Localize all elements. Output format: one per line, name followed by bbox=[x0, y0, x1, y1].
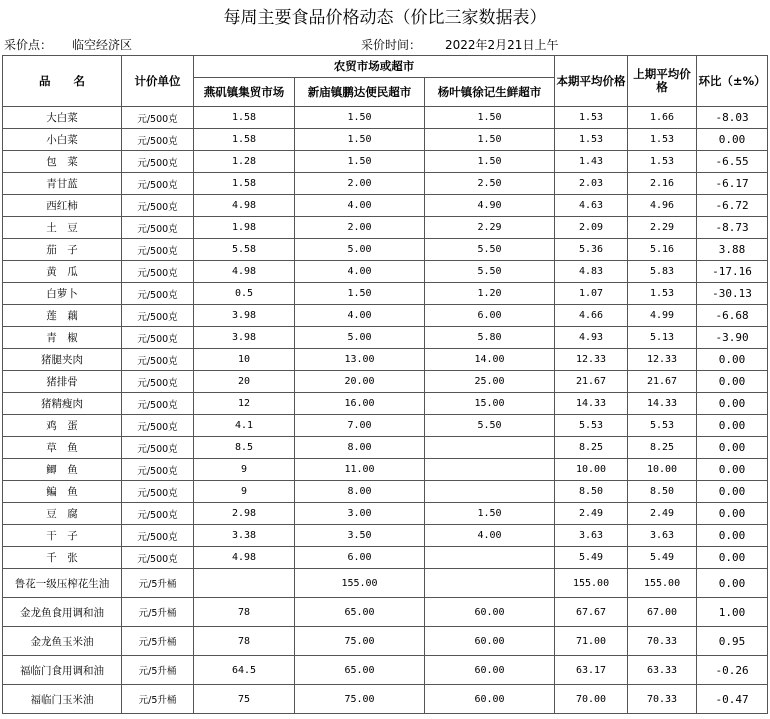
change-pct-cell: 0.00 bbox=[697, 349, 768, 371]
item-name-cell: 金龙鱼玉米油 bbox=[3, 627, 122, 656]
change-pct-cell: -6.55 bbox=[697, 151, 768, 173]
table-row bbox=[3, 547, 768, 569]
table-row bbox=[3, 173, 768, 195]
table-row bbox=[3, 349, 768, 371]
item-name-cell: 西红柿 bbox=[3, 195, 122, 217]
unit-cell: 元/500克 bbox=[122, 195, 194, 217]
market-1-price-cell: 10 bbox=[194, 349, 295, 371]
current-avg-cell: 1.53 bbox=[555, 107, 628, 129]
change-pct-cell: 0.00 bbox=[697, 415, 768, 437]
market-2-price-cell: 11.00 bbox=[295, 459, 425, 481]
current-avg-cell: 4.93 bbox=[555, 327, 628, 349]
table-row bbox=[3, 437, 768, 459]
market-2-price-cell: 1.50 bbox=[295, 107, 425, 129]
previous-avg-cell: 2.49 bbox=[628, 503, 697, 525]
market-2-price-cell: 75.00 bbox=[295, 685, 425, 714]
market-3-price-cell: 1.20 bbox=[425, 283, 555, 305]
previous-avg-cell: 8.50 bbox=[628, 481, 697, 503]
current-avg-cell: 5.53 bbox=[555, 415, 628, 437]
item-name-cell: 鲫 鱼 bbox=[3, 459, 122, 481]
unit-cell: 元/500克 bbox=[122, 305, 194, 327]
market-1-price-cell: 1.58 bbox=[194, 129, 295, 151]
change-pct-cell: 0.00 bbox=[697, 437, 768, 459]
market-1-price-cell: 78 bbox=[194, 627, 295, 656]
item-name-cell: 莲 藕 bbox=[3, 305, 122, 327]
market-3-price-cell: 15.00 bbox=[425, 393, 555, 415]
item-name-cell: 干 子 bbox=[3, 525, 122, 547]
previous-avg-cell: 4.99 bbox=[628, 305, 697, 327]
table-row bbox=[3, 195, 768, 217]
current-avg-cell: 3.63 bbox=[555, 525, 628, 547]
market-2-price-cell: 75.00 bbox=[295, 627, 425, 656]
change-pct-cell: -3.90 bbox=[697, 327, 768, 349]
change-pct-cell: 0.00 bbox=[697, 371, 768, 393]
market-1-price-cell: 3.98 bbox=[194, 327, 295, 349]
change-pct-cell: -6.72 bbox=[697, 195, 768, 217]
market-2-price-cell: 4.00 bbox=[295, 261, 425, 283]
market-2-price-cell: 155.00 bbox=[295, 569, 425, 598]
market-2-price-cell: 20.00 bbox=[295, 371, 425, 393]
item-name-cell: 豆 腐 bbox=[3, 503, 122, 525]
item-name-cell: 黄 瓜 bbox=[3, 261, 122, 283]
table-row bbox=[3, 239, 768, 261]
market-2-price-cell: 13.00 bbox=[295, 349, 425, 371]
market-3-price-cell: 6.00 bbox=[425, 305, 555, 327]
table-row bbox=[3, 503, 768, 525]
market-2-price-cell: 65.00 bbox=[295, 656, 425, 685]
previous-avg-cell: 14.33 bbox=[628, 393, 697, 415]
current-avg-cell: 4.63 bbox=[555, 195, 628, 217]
item-name-cell: 茄 子 bbox=[3, 239, 122, 261]
change-pct-cell: 3.88 bbox=[697, 239, 768, 261]
unit-cell: 元/500克 bbox=[122, 349, 194, 371]
previous-avg-cell: 5.16 bbox=[628, 239, 697, 261]
change-pct-cell: -30.13 bbox=[697, 283, 768, 305]
market-3-price-cell: 4.00 bbox=[425, 525, 555, 547]
market-3-price-cell: 1.50 bbox=[425, 129, 555, 151]
market-1-price-cell bbox=[194, 569, 295, 598]
item-name-cell: 猪排骨 bbox=[3, 371, 122, 393]
market-2-price-cell: 1.50 bbox=[295, 129, 425, 151]
unit-cell: 元/500克 bbox=[122, 547, 194, 569]
header-market-group: 农贸市场或超市 bbox=[194, 56, 555, 78]
market-3-price-cell: 1.50 bbox=[425, 503, 555, 525]
header-current-avg: 本期平均价格 bbox=[555, 56, 628, 107]
change-pct-cell: 0.00 bbox=[697, 525, 768, 547]
item-name-cell: 白萝卜 bbox=[3, 283, 122, 305]
market-2-price-cell: 7.00 bbox=[295, 415, 425, 437]
unit-cell: 元/500克 bbox=[122, 283, 194, 305]
table-row bbox=[3, 107, 768, 129]
change-pct-cell: 0.00 bbox=[697, 129, 768, 151]
current-avg-cell: 155.00 bbox=[555, 569, 628, 598]
current-avg-cell: 1.07 bbox=[555, 283, 628, 305]
oil-table-row bbox=[3, 569, 768, 598]
table-row bbox=[3, 327, 768, 349]
previous-avg-cell: 1.66 bbox=[628, 107, 697, 129]
item-name-cell: 鳊 鱼 bbox=[3, 481, 122, 503]
market-1-price-cell: 12 bbox=[194, 393, 295, 415]
market-3-price-cell: 5.50 bbox=[425, 415, 555, 437]
unit-cell: 元/5升桶 bbox=[122, 656, 194, 685]
current-avg-cell: 5.36 bbox=[555, 239, 628, 261]
unit-cell: 元/500克 bbox=[122, 327, 194, 349]
market-2-price-cell: 5.00 bbox=[295, 239, 425, 261]
change-pct-cell: 1.00 bbox=[697, 598, 768, 627]
oil-table-row bbox=[3, 627, 768, 656]
market-2-price-cell: 6.00 bbox=[295, 547, 425, 569]
location-value: 临空经济区 bbox=[72, 38, 133, 52]
market-2-price-cell: 4.00 bbox=[295, 195, 425, 217]
market-2-price-cell: 65.00 bbox=[295, 598, 425, 627]
market-3-price-cell bbox=[425, 481, 555, 503]
current-avg-cell: 70.00 bbox=[555, 685, 628, 714]
header-market-2: 新庙镇鹏达便民超市 bbox=[295, 78, 425, 107]
change-pct-cell: 0.00 bbox=[697, 459, 768, 481]
header-change: 环比（±%） bbox=[697, 56, 768, 107]
market-1-price-cell: 4.98 bbox=[194, 261, 295, 283]
market-3-price-cell bbox=[425, 569, 555, 598]
unit-cell: 元/500克 bbox=[122, 503, 194, 525]
current-avg-cell: 67.67 bbox=[555, 598, 628, 627]
current-avg-cell: 1.43 bbox=[555, 151, 628, 173]
unit-cell: 元/500克 bbox=[122, 129, 194, 151]
market-3-price-cell: 4.90 bbox=[425, 195, 555, 217]
market-1-price-cell: 78 bbox=[194, 598, 295, 627]
unit-cell: 元/500克 bbox=[122, 415, 194, 437]
item-name-cell: 鲁花一级压榨花生油 bbox=[3, 569, 122, 598]
change-pct-cell: -6.68 bbox=[697, 305, 768, 327]
market-1-price-cell: 0.5 bbox=[194, 283, 295, 305]
current-avg-cell: 1.53 bbox=[555, 129, 628, 151]
price-table bbox=[2, 55, 768, 714]
item-name-cell: 福临门玉米油 bbox=[3, 685, 122, 714]
previous-avg-cell: 63.33 bbox=[628, 656, 697, 685]
unit-cell: 元/5升桶 bbox=[122, 598, 194, 627]
change-pct-cell: -8.73 bbox=[697, 217, 768, 239]
item-name-cell: 青 椒 bbox=[3, 327, 122, 349]
market-3-price-cell: 5.50 bbox=[425, 239, 555, 261]
market-1-price-cell: 20 bbox=[194, 371, 295, 393]
unit-cell: 元/500克 bbox=[122, 437, 194, 459]
item-name-cell: 土 豆 bbox=[3, 217, 122, 239]
unit-cell: 元/5升桶 bbox=[122, 569, 194, 598]
market-2-price-cell: 1.50 bbox=[295, 283, 425, 305]
market-2-price-cell: 16.00 bbox=[295, 393, 425, 415]
time-label: 采价时间： bbox=[361, 38, 422, 52]
market-1-price-cell: 64.5 bbox=[194, 656, 295, 685]
item-name-cell: 猪精瘦肉 bbox=[3, 393, 122, 415]
unit-cell: 元/500克 bbox=[122, 261, 194, 283]
market-1-price-cell: 1.28 bbox=[194, 151, 295, 173]
table-row bbox=[3, 129, 768, 151]
previous-avg-cell: 1.53 bbox=[628, 283, 697, 305]
item-name-cell: 大白菜 bbox=[3, 107, 122, 129]
unit-cell: 元/500克 bbox=[122, 459, 194, 481]
market-2-price-cell: 4.00 bbox=[295, 305, 425, 327]
table-row bbox=[3, 415, 768, 437]
market-3-price-cell bbox=[425, 437, 555, 459]
item-name-cell: 金龙鱼食用调和油 bbox=[3, 598, 122, 627]
market-3-price-cell: 2.29 bbox=[425, 217, 555, 239]
previous-avg-cell: 5.13 bbox=[628, 327, 697, 349]
item-name-cell: 小白菜 bbox=[3, 129, 122, 151]
table-row bbox=[3, 393, 768, 415]
current-avg-cell: 5.49 bbox=[555, 547, 628, 569]
previous-avg-cell: 8.25 bbox=[628, 437, 697, 459]
previous-avg-cell: 2.16 bbox=[628, 173, 697, 195]
current-avg-cell: 12.33 bbox=[555, 349, 628, 371]
change-pct-cell: -0.47 bbox=[697, 685, 768, 714]
table-row bbox=[3, 371, 768, 393]
previous-avg-cell: 1.53 bbox=[628, 129, 697, 151]
current-avg-cell: 8.50 bbox=[555, 481, 628, 503]
market-2-price-cell: 2.00 bbox=[295, 173, 425, 195]
header-unit: 计价单位 bbox=[122, 56, 194, 107]
market-2-price-cell: 2.00 bbox=[295, 217, 425, 239]
market-1-price-cell: 4.1 bbox=[194, 415, 295, 437]
market-2-price-cell: 3.00 bbox=[295, 503, 425, 525]
time-value: 2022年2月21日上午 bbox=[445, 38, 559, 52]
market-2-price-cell: 1.50 bbox=[295, 151, 425, 173]
market-1-price-cell: 8.5 bbox=[194, 437, 295, 459]
current-avg-cell: 14.33 bbox=[555, 393, 628, 415]
unit-cell: 元/500克 bbox=[122, 481, 194, 503]
change-pct-cell: -6.17 bbox=[697, 173, 768, 195]
change-pct-cell: 0.95 bbox=[697, 627, 768, 656]
previous-avg-cell: 70.33 bbox=[628, 685, 697, 714]
item-name-cell: 千 张 bbox=[3, 547, 122, 569]
previous-avg-cell: 4.96 bbox=[628, 195, 697, 217]
item-name-cell: 包 菜 bbox=[3, 151, 122, 173]
unit-cell: 元/500克 bbox=[122, 151, 194, 173]
market-1-price-cell: 1.98 bbox=[194, 217, 295, 239]
table-row bbox=[3, 261, 768, 283]
current-avg-cell: 71.00 bbox=[555, 627, 628, 656]
table-row bbox=[3, 525, 768, 547]
unit-cell: 元/500克 bbox=[122, 239, 194, 261]
table-row bbox=[3, 459, 768, 481]
unit-cell: 元/500克 bbox=[122, 107, 194, 129]
unit-cell: 元/500克 bbox=[122, 393, 194, 415]
market-3-price-cell: 1.50 bbox=[425, 107, 555, 129]
change-pct-cell: -0.26 bbox=[697, 656, 768, 685]
change-pct-cell: 0.00 bbox=[697, 481, 768, 503]
market-1-price-cell: 75 bbox=[194, 685, 295, 714]
market-1-price-cell: 1.58 bbox=[194, 107, 295, 129]
item-name-cell: 鸡 蛋 bbox=[3, 415, 122, 437]
current-avg-cell: 2.49 bbox=[555, 503, 628, 525]
market-3-price-cell: 5.50 bbox=[425, 261, 555, 283]
market-3-price-cell: 1.50 bbox=[425, 151, 555, 173]
market-1-price-cell: 1.58 bbox=[194, 173, 295, 195]
market-1-price-cell: 4.98 bbox=[194, 547, 295, 569]
previous-avg-cell: 10.00 bbox=[628, 459, 697, 481]
header-market-3: 杨叶镇徐记生鲜超市 bbox=[425, 78, 555, 107]
sheet-title: 每周主要食品价格动态（价比三家数据表） bbox=[223, 8, 547, 28]
change-pct-cell: 0.00 bbox=[697, 569, 768, 598]
unit-cell: 元/500克 bbox=[122, 525, 194, 547]
market-2-price-cell: 3.50 bbox=[295, 525, 425, 547]
change-pct-cell: -8.03 bbox=[697, 107, 768, 129]
market-1-price-cell: 9 bbox=[194, 459, 295, 481]
market-1-price-cell: 9 bbox=[194, 481, 295, 503]
header-name: 品 名 bbox=[3, 56, 122, 107]
current-avg-cell: 10.00 bbox=[555, 459, 628, 481]
table-row bbox=[3, 481, 768, 503]
market-2-price-cell: 5.00 bbox=[295, 327, 425, 349]
item-name-cell: 福临门食用调和油 bbox=[3, 656, 122, 685]
market-3-price-cell: 25.00 bbox=[425, 371, 555, 393]
unit-cell: 元/500克 bbox=[122, 217, 194, 239]
market-3-price-cell: 60.00 bbox=[425, 656, 555, 685]
previous-avg-cell: 12.33 bbox=[628, 349, 697, 371]
previous-avg-cell: 67.00 bbox=[628, 598, 697, 627]
header-previous-avg: 上期平均价格 bbox=[628, 56, 697, 107]
previous-avg-cell: 155.00 bbox=[628, 569, 697, 598]
market-3-price-cell: 60.00 bbox=[425, 627, 555, 656]
market-3-price-cell bbox=[425, 547, 555, 569]
market-3-price-cell: 5.80 bbox=[425, 327, 555, 349]
current-avg-cell: 21.67 bbox=[555, 371, 628, 393]
market-3-price-cell: 60.00 bbox=[425, 598, 555, 627]
current-avg-cell: 2.09 bbox=[555, 217, 628, 239]
previous-avg-cell: 1.53 bbox=[628, 151, 697, 173]
current-avg-cell: 4.66 bbox=[555, 305, 628, 327]
previous-avg-cell: 21.67 bbox=[628, 371, 697, 393]
table-row bbox=[3, 283, 768, 305]
market-1-price-cell: 2.98 bbox=[194, 503, 295, 525]
current-avg-cell: 2.03 bbox=[555, 173, 628, 195]
change-pct-cell: 0.00 bbox=[697, 393, 768, 415]
oil-table-row bbox=[3, 685, 768, 714]
unit-cell: 元/5升桶 bbox=[122, 685, 194, 714]
previous-avg-cell: 70.33 bbox=[628, 627, 697, 656]
oil-table-row bbox=[3, 656, 768, 685]
previous-avg-cell: 3.63 bbox=[628, 525, 697, 547]
previous-avg-cell: 5.83 bbox=[628, 261, 697, 283]
item-name-cell: 草 鱼 bbox=[3, 437, 122, 459]
location-label: 采价点： bbox=[4, 38, 53, 52]
market-3-price-cell: 2.50 bbox=[425, 173, 555, 195]
header-market-1: 燕矶镇集贸市场 bbox=[194, 78, 295, 107]
unit-cell: 元/500克 bbox=[122, 371, 194, 393]
unit-cell: 元/5升桶 bbox=[122, 627, 194, 656]
unit-cell: 元/500克 bbox=[122, 173, 194, 195]
market-1-price-cell: 3.38 bbox=[194, 525, 295, 547]
market-1-price-cell: 3.98 bbox=[194, 305, 295, 327]
current-avg-cell: 4.83 bbox=[555, 261, 628, 283]
market-1-price-cell: 4.98 bbox=[194, 195, 295, 217]
table-row bbox=[3, 151, 768, 173]
table-row bbox=[3, 217, 768, 239]
market-3-price-cell bbox=[425, 459, 555, 481]
market-1-price-cell: 5.58 bbox=[194, 239, 295, 261]
market-3-price-cell: 60.00 bbox=[425, 685, 555, 714]
oil-table-row bbox=[3, 598, 768, 627]
change-pct-cell: 0.00 bbox=[697, 547, 768, 569]
current-avg-cell: 8.25 bbox=[555, 437, 628, 459]
previous-avg-cell: 5.53 bbox=[628, 415, 697, 437]
previous-avg-cell: 2.29 bbox=[628, 217, 697, 239]
item-name-cell: 青甘蓝 bbox=[3, 173, 122, 195]
market-2-price-cell: 8.00 bbox=[295, 481, 425, 503]
market-2-price-cell: 8.00 bbox=[295, 437, 425, 459]
change-pct-cell: 0.00 bbox=[697, 503, 768, 525]
item-name-cell: 猪腿夹肉 bbox=[3, 349, 122, 371]
current-avg-cell: 63.17 bbox=[555, 656, 628, 685]
previous-avg-cell: 5.49 bbox=[628, 547, 697, 569]
change-pct-cell: -17.16 bbox=[697, 261, 768, 283]
table-row bbox=[3, 305, 768, 327]
market-3-price-cell: 14.00 bbox=[425, 349, 555, 371]
